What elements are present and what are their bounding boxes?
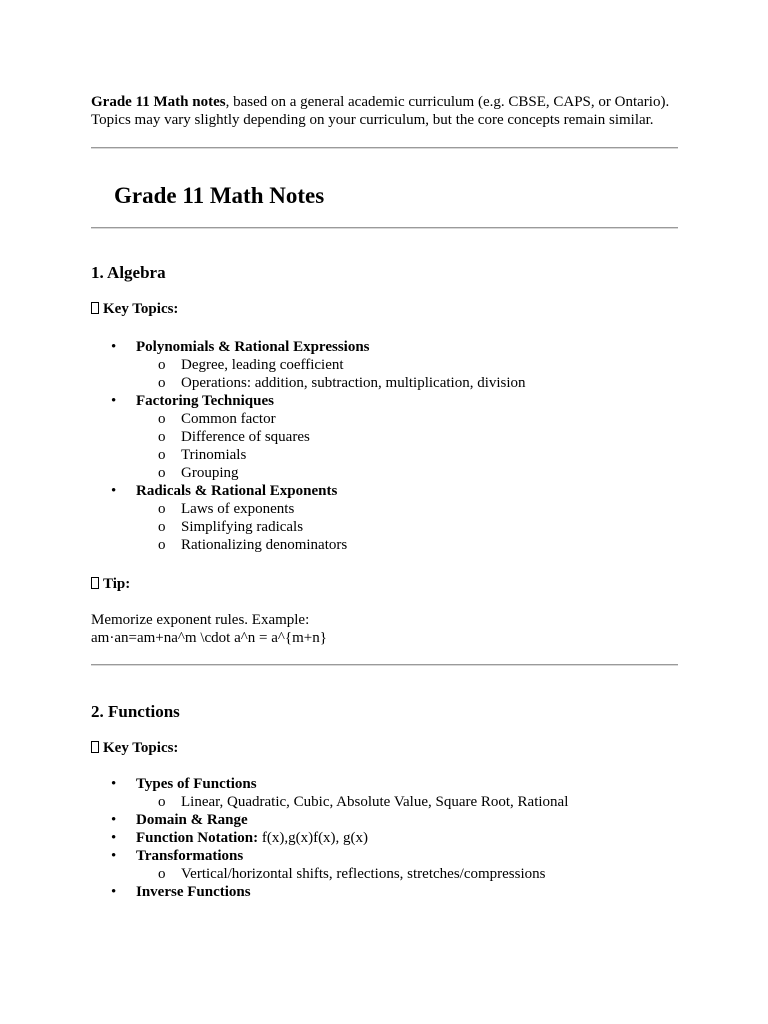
sub-list-item-text: Grouping (181, 465, 239, 481)
sub-list-item-text: Degree, leading coefficient (181, 357, 344, 373)
bullet-icon: • (111, 812, 117, 828)
horizontal-rule (91, 664, 678, 666)
horizontal-rule (91, 147, 678, 149)
list-item-label: Inverse Functions (136, 884, 251, 900)
list-item (91, 811, 568, 829)
sub-bullet-icon: o (158, 794, 166, 810)
sub-bullet-icon: o (158, 866, 166, 882)
sub-list-item (136, 356, 526, 374)
tip-label (91, 575, 130, 593)
key-topics-label (91, 300, 178, 318)
list-item (91, 338, 526, 392)
intro-paragraph (91, 93, 691, 129)
intro-text: , based on a general academic curriculum (e.g. CBSE, CAPS, or Ontario). (225, 94, 670, 110)
list-item-label: Radicals & Rational Exponents (136, 483, 338, 499)
sub-list (136, 500, 526, 554)
section-heading-functions: 2. Functions (91, 702, 180, 721)
bullet-icon: • (111, 848, 117, 864)
list-item-label: Domain & Range (136, 812, 248, 828)
sub-list-item-text: Vertical/horizontal shifts, reflections, stretches/compressions (181, 866, 546, 882)
sub-bullet-icon: o (158, 375, 166, 391)
sub-list-item (136, 374, 526, 392)
key-topics-label (91, 739, 178, 757)
sub-list (136, 793, 568, 811)
sub-list-item (136, 793, 568, 811)
sub-list-item-text: Difference of squares (181, 429, 310, 445)
tip-line-1: Memorize exponent rules. Example: (91, 612, 310, 628)
algebra-topic-list (91, 338, 526, 554)
list-item (91, 847, 568, 883)
list-item-label: Factoring Techniques (136, 393, 274, 409)
list-item-label: Polynomials & Rational Expressions (136, 339, 370, 355)
missing-glyph-icon (91, 741, 99, 753)
bullet-icon: • (111, 393, 117, 409)
bullet-icon: • (111, 339, 117, 355)
horizontal-rule (91, 227, 678, 229)
sub-list-item (136, 536, 526, 554)
section-heading-algebra: 1. Algebra (91, 263, 166, 282)
list-item (91, 775, 568, 811)
sub-list-item-text: Linear, Quadratic, Cubic, Absolute Value, Square Root, Rational (181, 794, 569, 810)
sub-bullet-icon: o (158, 357, 166, 373)
list-item-value: f(x),g(x)f(x), g(x) (258, 830, 369, 846)
sub-bullet-icon: o (158, 465, 166, 481)
list-item (91, 829, 568, 847)
key-topics-text: Key Topics: (103, 301, 179, 317)
sub-bullet-icon: o (158, 519, 166, 535)
list-item-label: Types of Functions (136, 776, 257, 792)
sub-bullet-icon: o (158, 537, 166, 553)
sub-list-item (136, 428, 526, 446)
sub-bullet-icon: o (158, 501, 166, 517)
list-item (91, 482, 526, 554)
document-title: Grade 11 Math Notes (114, 183, 325, 208)
sub-list (136, 356, 526, 392)
sub-list (136, 865, 568, 883)
sub-list-item (136, 865, 568, 883)
intro-bold: Grade 11 Math notes (91, 94, 226, 110)
missing-glyph-icon (91, 577, 99, 589)
bullet-icon: • (111, 830, 117, 846)
list-item-label: Transformations (136, 848, 244, 864)
sub-list-item-text: Laws of exponents (181, 501, 295, 517)
list-item-label: Function Notation: (136, 830, 259, 846)
sub-bullet-icon: o (158, 447, 166, 463)
sub-list-item-text: Operations: addition, subtraction, multiplication, division (181, 375, 526, 391)
sub-list-item (136, 410, 526, 428)
tip-label-text: Tip: (103, 576, 131, 592)
list-item (91, 883, 568, 901)
tip-line-2: am·an=am+na^m \cdot a^n = a^{m+n} (91, 630, 327, 646)
sub-list-item (136, 518, 526, 536)
intro-line-2: Topics may vary slightly depending on your curriculum, but the core concepts remain similar. (91, 112, 654, 128)
sub-list (136, 410, 526, 482)
sub-bullet-icon: o (158, 411, 166, 427)
bullet-icon: • (111, 776, 117, 792)
sub-list-item (136, 464, 526, 482)
sub-list-item-text: Common factor (181, 411, 276, 427)
sub-list-item-text: Rationalizing denominators (181, 537, 348, 553)
list-item (91, 392, 526, 482)
bullet-icon: • (111, 483, 117, 499)
key-topics-text: Key Topics: (103, 740, 179, 756)
missing-glyph-icon (91, 302, 99, 314)
sub-list-item (136, 500, 526, 518)
bullet-icon: • (111, 884, 117, 900)
sub-list-item-text: Simplifying radicals (181, 519, 304, 535)
sub-list-item (136, 446, 526, 464)
sub-bullet-icon: o (158, 429, 166, 445)
sub-list-item-text: Trinomials (181, 447, 247, 463)
functions-topic-list (91, 775, 568, 901)
